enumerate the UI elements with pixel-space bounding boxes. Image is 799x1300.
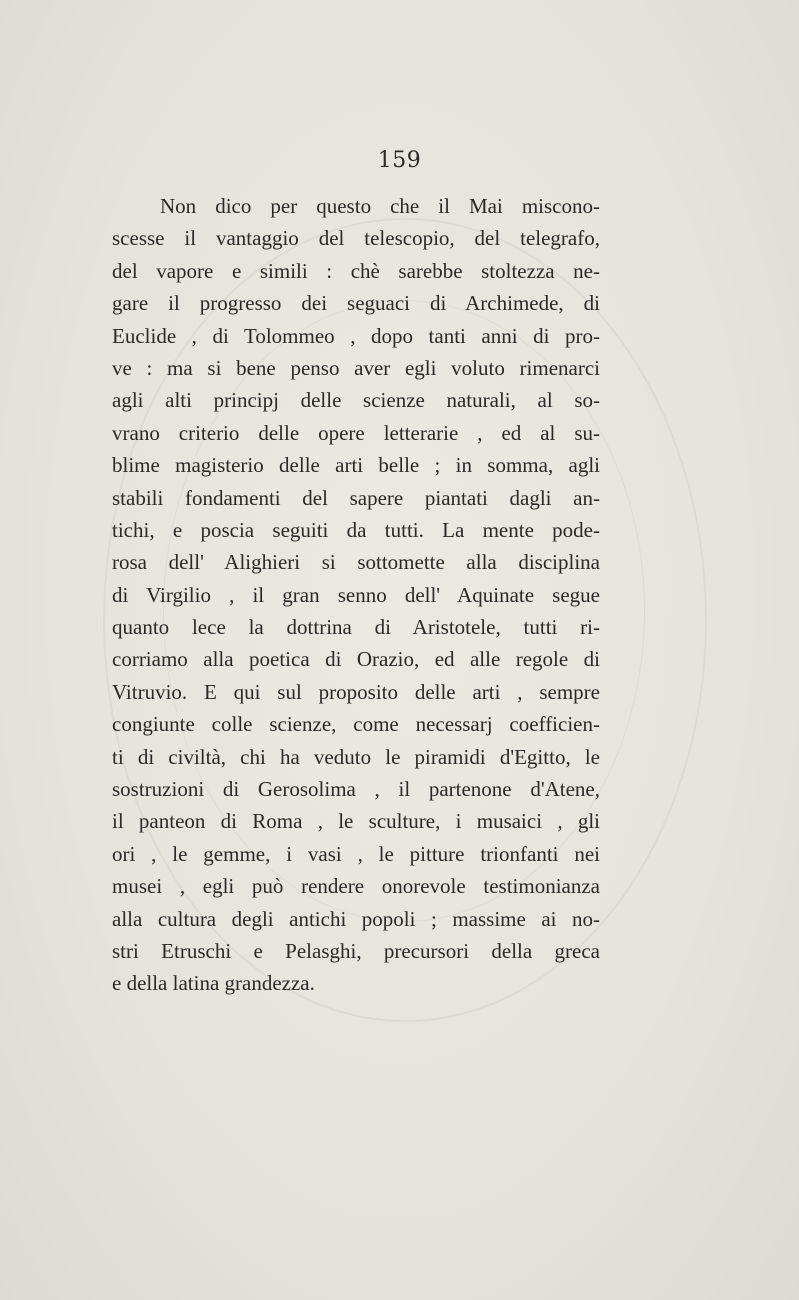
text-line: vrano criterio delle opere letterarie , ed al su- xyxy=(112,420,600,445)
text-line: stri Etruschi e Pelasghi, precursori della greca xyxy=(112,938,600,963)
text-line: musei , egli può rendere onorevole testimonianza xyxy=(112,874,600,899)
text-line: quanto lece la dottrina di Aristotele, tutti ri- xyxy=(112,615,600,640)
text-line: blime magisterio delle arti belle ; in somma, agli xyxy=(112,453,600,478)
text-line: scesse il vantaggio del telescopio, del telegrafo, xyxy=(112,226,600,251)
text-line: il panteon di Roma , le sculture, i musaici , gli xyxy=(112,809,600,834)
text-line: del vapore e simili : chè sarebbe stoltezza ne- xyxy=(112,258,600,283)
text-line: Vitruvio. E qui sul proposito delle arti , sempre xyxy=(112,679,600,704)
text-line: e della latina grandezza. xyxy=(112,971,315,996)
text-line: tichi, e poscia seguiti da tutti. La mente pode- xyxy=(112,517,600,542)
text-line: ori , le gemme, i vasi , le pitture trionfanti nei xyxy=(112,841,600,866)
text-line: sostruzioni di Gerosolima , il partenone d'Atene, xyxy=(112,777,600,802)
text-line: rosa dell' Alighieri si sottomette alla disciplina xyxy=(112,550,600,575)
text-line: gare il progresso dei seguaci di Archimede, di xyxy=(112,291,600,316)
text-line: Euclide , di Tolommeo , dopo tanti anni di pro- xyxy=(112,323,600,348)
text-line: corriamo alla poetica di Orazio, ed alle regole di xyxy=(112,647,600,672)
text-line: ti di civiltà, chi ha veduto le piramidi d'Egitto, le xyxy=(112,744,600,769)
page-number: 159 xyxy=(377,148,422,173)
text-line: agli alti principj delle scienze naturali, al so- xyxy=(112,388,600,413)
text-line: Non dico per questo che il Mai miscono- xyxy=(160,194,600,218)
text-line: congiunte colle scienze, come necessarj coefficien- xyxy=(112,712,600,737)
body-paragraph xyxy=(112,190,600,1000)
text-line: di Virgilio , il gran senno dell' Aquinate segue xyxy=(112,582,600,607)
text-line: ve : ma si bene penso aver egli voluto rimenarci xyxy=(112,355,600,380)
text-line: alla cultura degli antichi popoli ; massime ai no- xyxy=(112,906,600,931)
text-line: stabili fondamenti del sapere piantati dagli an- xyxy=(112,485,600,510)
